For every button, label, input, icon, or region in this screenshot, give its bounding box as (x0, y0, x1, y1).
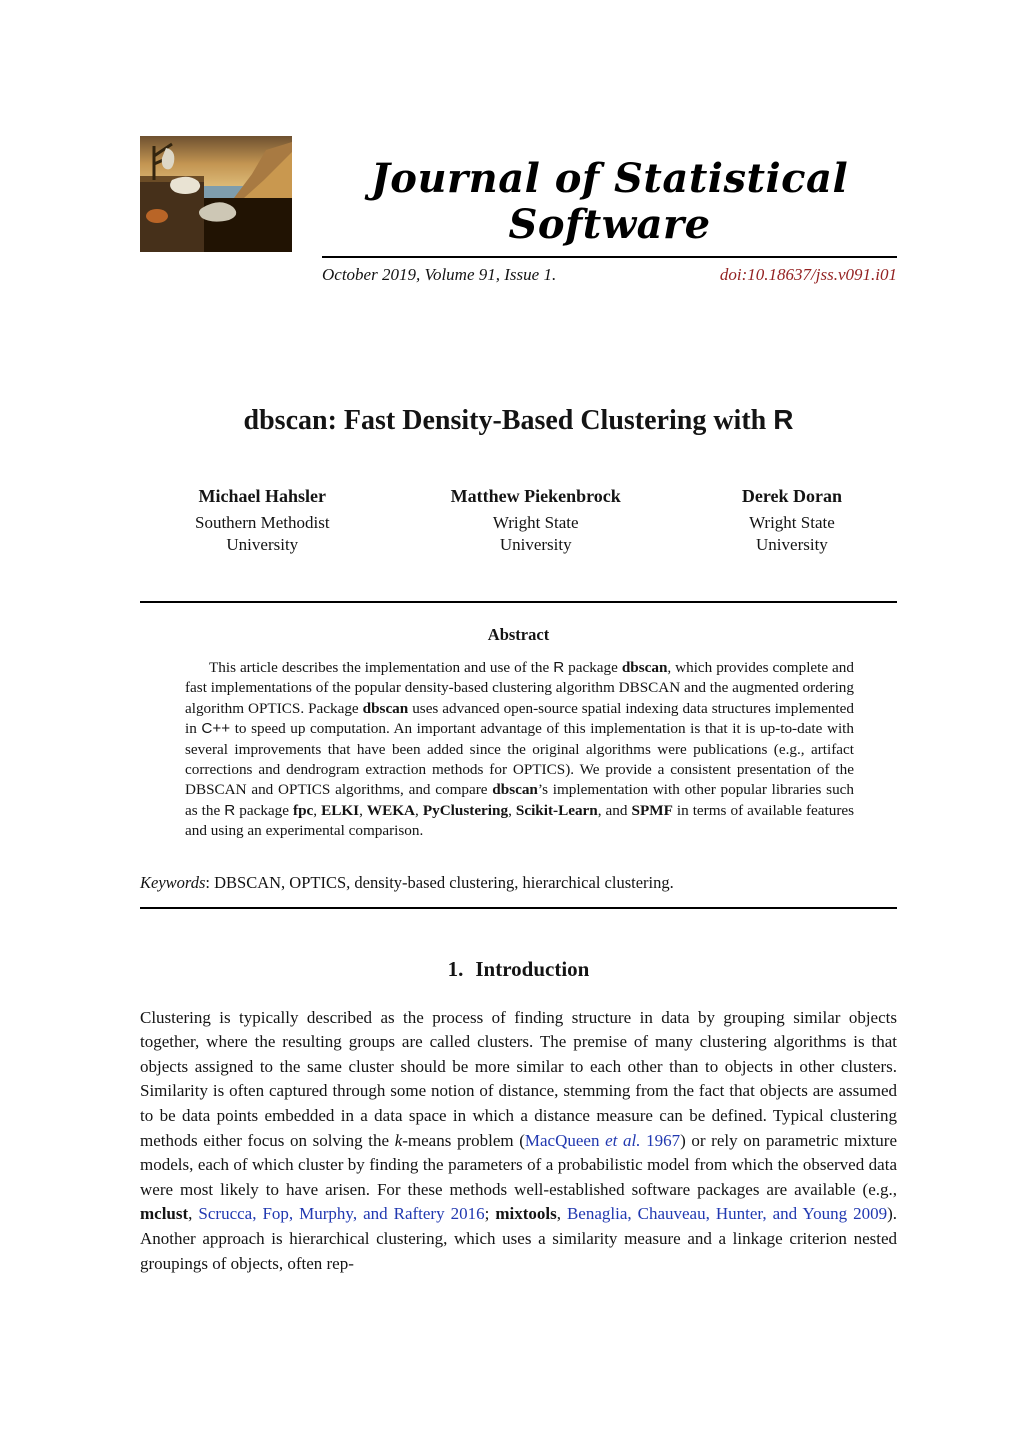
text-segment: , (188, 1204, 199, 1224)
text-segment: -means problem ( (402, 1130, 525, 1150)
masthead-rule (322, 256, 897, 258)
text-segment: PyClustering (422, 801, 509, 819)
authors-row (140, 484, 897, 555)
text-segment: ; (484, 1204, 496, 1224)
doi-link[interactable]: doi:10.18637/jss.v091.i01 (719, 265, 897, 284)
text-segment: ). Another approach is hierarchical clustering, which uses a similarity measure and a linkage criterion nested groupings of objects, often rep- (140, 1204, 898, 1273)
text-segment: SPMF (631, 801, 673, 819)
abstract-heading: Abstract (487, 625, 550, 644)
author-name: Matthew Piekenbrock (450, 486, 621, 506)
issue-info: October 2019, Volume 91, Issue 1. (322, 265, 557, 284)
text-segment: fpc (293, 801, 314, 819)
text-segment: R (224, 801, 236, 819)
text-segment: ) or rely on parametric mixture models, each of which cluster by finding the parameters of a probabilistic model from which the observed data were most likely to have arisen. For these methods well-established software packages are available (e.g., (140, 1130, 898, 1199)
journal-header (140, 0, 897, 285)
text-segment: , (415, 801, 423, 819)
affiliation-line: University (756, 534, 828, 554)
journal-masthead (322, 136, 897, 285)
text-segment: : DBSCAN, OPTICS, density-based clustering, hierarchical clustering. (205, 872, 674, 892)
text-segment: R (553, 659, 565, 676)
section-number: 1. (447, 956, 464, 981)
citation-link[interactable]: 1967 (640, 1130, 681, 1150)
text-segment: , which provides complete and fast implementations of the popular density-based clustering algorithm DBSCAN and the augmented ordering algorithm OPTICS. Package (185, 659, 854, 717)
text-segment: Scikit-Learn (515, 801, 598, 819)
text-segment: Clustering is typically described as the process of finding structure in data by grouping similar objects together, where the resulting groups are called clusters. The premise of many clustering algorithms is that objects assigned to the same cluster should be more similar to each other than to objects in other clusters. Similarity is often captured through some notion of distance, stemming from the fact that objects are assumed to be data points embedded in a data space in which a distance measure can be defined. Typical clustering methods either focus on solving the (140, 1007, 897, 1150)
author-block (742, 484, 842, 555)
text-segment: This article describes the implementation and use of the (209, 659, 554, 676)
text-segment: dbscan (362, 699, 409, 717)
page (140, 0, 897, 1276)
text-segment: , (556, 1204, 567, 1224)
citation-link[interactable]: et al. (605, 1130, 641, 1150)
affiliation-line: University (499, 534, 572, 554)
author-affiliation (451, 512, 621, 555)
journal-title: Journal of Statistical Software (370, 155, 849, 248)
text-segment: WEKA (366, 801, 416, 819)
author-affiliation (195, 512, 330, 555)
citation-link[interactable]: Scrucca, Fop, Murphy, and Raftery 2016 (198, 1204, 485, 1224)
text-segment: Keywords (140, 872, 206, 892)
text-segment: dbscan (492, 781, 538, 799)
affiliation-line: Wright State (492, 513, 579, 532)
journal-logo (140, 136, 292, 252)
paper-title (140, 403, 897, 438)
text-segment: to speed up computation. An important advantage of this implementation is that it is up-to-date with several improvements that have been added since the original algorithms were publications (e.g., artifact corrections and dendrogram extraction methods for OPTICS). We provide a consistent presentation of the DBSCAN and OPTICS algorithms, and compare (185, 720, 854, 799)
masthead-meta (322, 265, 897, 285)
abstract-bottom-rule (140, 907, 897, 909)
text-segment: , and (597, 801, 632, 819)
intro-paragraph (140, 1006, 897, 1277)
section-heading-introduction (140, 957, 897, 982)
text-segment: mixtools (495, 1204, 557, 1224)
citation-link[interactable]: Benaglia, Chauveau, Hunter, and Young 2009 (566, 1204, 888, 1224)
author-block (451, 484, 621, 555)
text-segment: in terms of available features and using an experimental comparison. (185, 801, 855, 840)
affiliation-line: Southern Methodist (195, 513, 330, 532)
text-segment: , (313, 801, 322, 819)
text-segment: uses advanced open-source spatial indexing data structures implemented in (185, 699, 854, 738)
abstract-top-rule (140, 601, 897, 603)
section-title: Introduction (475, 956, 590, 981)
text-segment: C++ (201, 720, 231, 738)
text-segment: mclust (140, 1204, 189, 1224)
text-segment: ’s implementation with other popular libraries such as the (185, 781, 854, 819)
text-segment: k (394, 1130, 403, 1150)
persistence-of-memory-painting-image (140, 136, 292, 252)
text-segment: dbscan (621, 659, 668, 676)
author-affiliation (742, 512, 842, 555)
citation-link[interactable]: MacQueen (524, 1130, 606, 1150)
text-segment: package (564, 659, 622, 676)
text-segment: dbscan: Fast Density-Based Clustering with (243, 405, 774, 436)
author-name: Michael Hahsler (198, 486, 327, 506)
affiliation-line: University (226, 534, 299, 554)
text-segment: R (773, 404, 794, 435)
text-segment: , (359, 801, 367, 819)
text-segment: , (508, 801, 516, 819)
text-segment: ELKI (321, 801, 360, 819)
author-block (195, 484, 330, 555)
keywords-line (140, 872, 897, 894)
affiliation-line: Wright State (749, 513, 835, 532)
abstract-text (185, 658, 854, 842)
text-segment: package (235, 801, 294, 819)
author-name: Derek Doran (741, 486, 842, 506)
